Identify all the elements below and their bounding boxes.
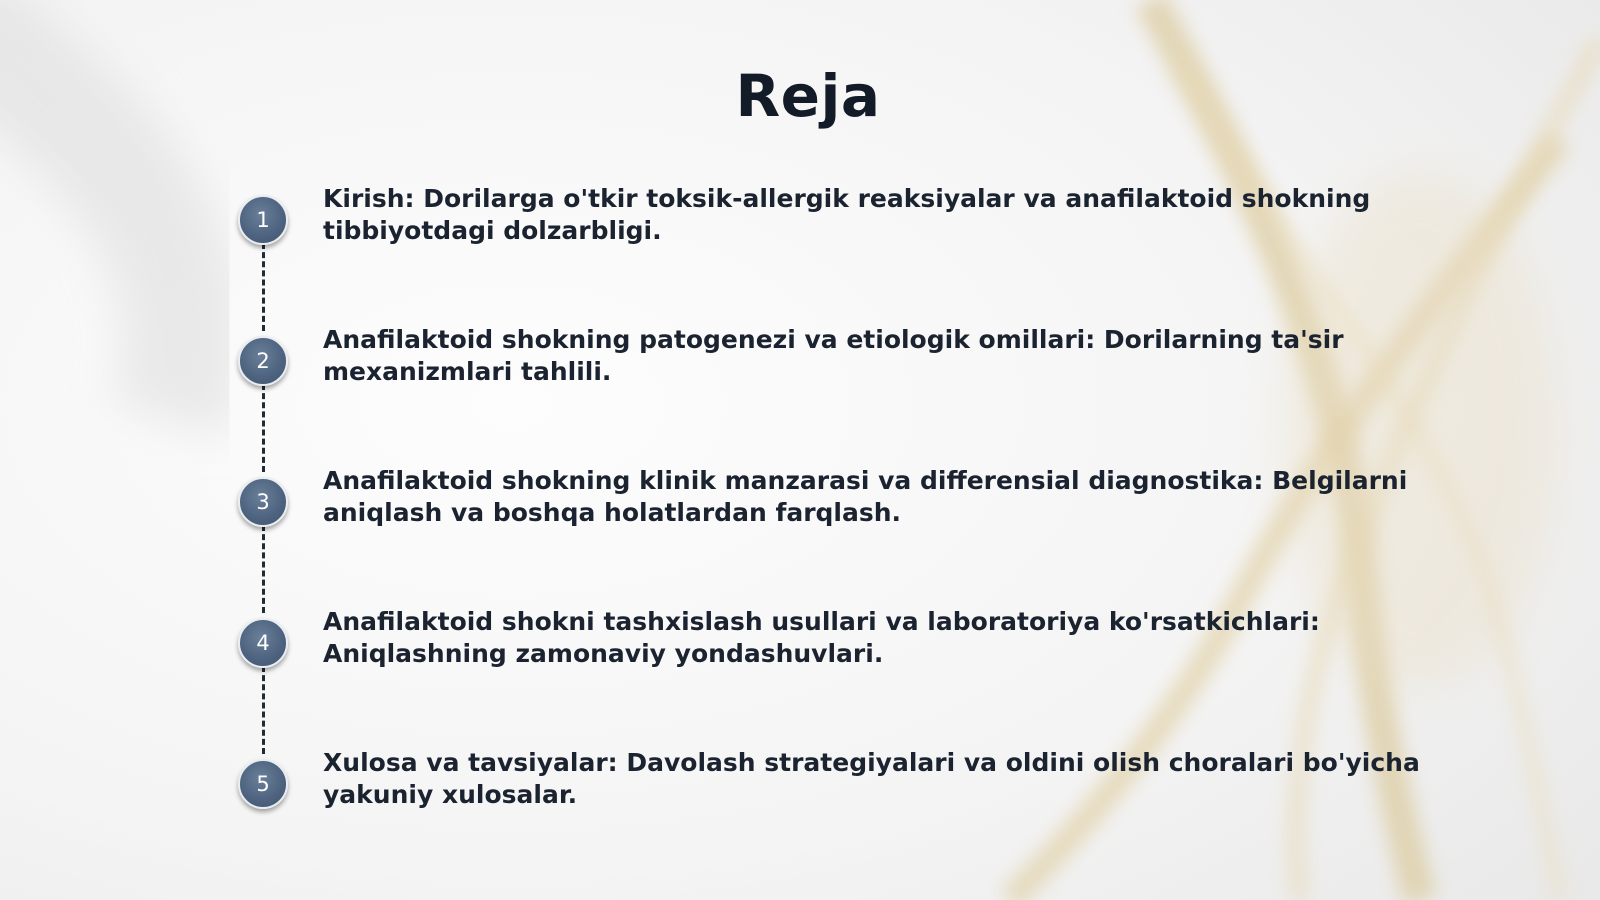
- agenda-item: [238, 184, 1488, 275]
- step-number-badge: 3: [238, 477, 288, 527]
- agenda-item-text: Anafilaktoid shokning klinik manzarasi va differensial diagnostika: Belgilarni aniqlash va boshqa holatlardan farqlash.: [323, 466, 1408, 527]
- step-number-badge: 5: [238, 759, 288, 809]
- page-title: Reja: [735, 62, 881, 130]
- agenda-item-text: Kirish: Dorilarga o'tkir toksik-allergik reaksiyalar va anafilaktoid shokning tibbiyotdagi dolzarbligi.: [323, 184, 1371, 245]
- agenda-item: [238, 607, 1488, 698]
- step-number-badge: 1: [238, 195, 288, 245]
- agenda-item-text: Xulosa va tavsiyalar: Davolash strategiyalari va oldini olish choralari bo'yicha yakuniy xulosalar.: [323, 748, 1420, 809]
- step-number-badge: 4: [238, 618, 288, 668]
- agenda-item: [238, 325, 1488, 416]
- agenda-item-text: Anafilaktoid shokni tashxislash usullari va laboratoriya ko'rsatkichlari: Aniqlashning zamonaviy yondashuvlari.: [323, 607, 1320, 668]
- agenda-item: [238, 748, 1488, 839]
- step-number-badge: 2: [238, 336, 288, 386]
- agenda-item-text: Anafilaktoid shokning patogenezi va etiologik omillari: Dorilarning ta'sir mexanizmlari tahlili.: [323, 325, 1344, 386]
- agenda-item: [238, 466, 1488, 557]
